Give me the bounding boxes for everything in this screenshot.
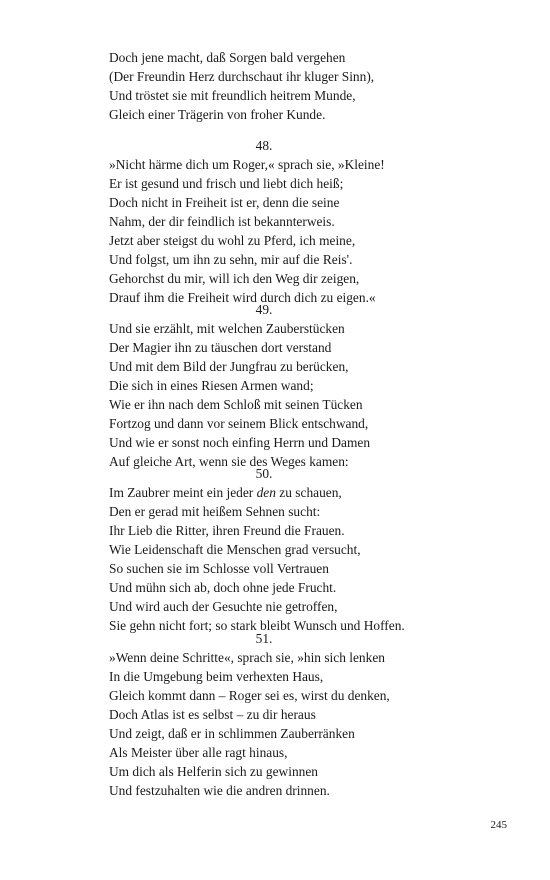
verse-line: (Der Freundin Herz durchschaut ihr kluger Sinn), [109, 69, 375, 84]
stanza-number: 48. [255, 138, 273, 153]
stanza-number: 51. [255, 631, 273, 646]
verse-line: Er ist gesund und frisch und liebt dich heiß; [109, 176, 344, 191]
verse-line: Doch nicht in Freiheit ist er, denn die seine [109, 195, 340, 210]
verse-line: Doch Atlas ist es selbst – zu dir heraus [109, 707, 316, 722]
stanza-51 [109, 629, 509, 800]
verse-line: Und sie erzählt, mit welchen Zauberstücken [109, 321, 345, 336]
verse-line: Gehorchst du mir, will ich den Weg dir zeigen, [109, 271, 360, 286]
verse-line: Drauf ihm die Freiheit wird durch dich zu eigen.« [109, 290, 376, 305]
verse-line: Und festzuhalten wie die andren drinnen. [109, 783, 330, 798]
stanza-49 [109, 300, 509, 471]
verse-line: Und tröstet sie mit freundlich heitrem Munde, [109, 88, 356, 103]
verse-line: So suchen sie im Schlosse voll Vertrauen [109, 561, 329, 576]
intro-verse-block [109, 48, 509, 124]
verse-line: Um dich als Helferin sich zu gewinnen [109, 764, 318, 779]
verse-line: Nahm, der dir feindlich ist bekannterweis. [109, 214, 335, 229]
verse-line: Wie Leidenschaft die Menschen grad versucht, [109, 542, 361, 557]
verse-line: Fortzog und dann vor seinem Blick entschwand, [109, 416, 369, 431]
verse-line: Ihr Lieb die Ritter, ihren Freund die Frauen. [109, 523, 345, 538]
verse-line-start: Im Zaubrer meint ein jeder [109, 485, 257, 500]
verse-line: Jetzt aber steigst du wohl zu Pferd, ich meine, [109, 233, 356, 248]
verse-line: Doch jene macht, daß Sorgen bald vergehen [109, 50, 346, 65]
verse-line: Und mit dem Bild der Jungfrau zu berücken, [109, 359, 349, 374]
verse-line: Und mühn sich ab, doch ohne jede Frucht. [109, 580, 337, 595]
verse-line: Der Magier ihn zu täuschen dort verstand [109, 340, 332, 355]
verse-line: Als Meister über alle ragt hinaus, [109, 745, 288, 760]
page-number: 245 [490, 819, 507, 831]
verse-line: Und wie er sonst noch einfing Herrn und Damen [109, 435, 371, 450]
verse-line: Auf gleiche Art, wenn sie des Weges kamen: [109, 454, 349, 469]
stanza-number: 50. [255, 466, 273, 481]
stanza-number: 49. [255, 302, 273, 317]
verse-line [109, 483, 509, 502]
verse-line: Gleich kommt dann – Roger sei es, wirst du denken, [109, 688, 390, 703]
verse-line: Den er gerad mit heißem Sehnen sucht: [109, 504, 321, 519]
stanza-50 [109, 464, 509, 635]
verse-line: In die Umgebung beim verhexten Haus, [109, 669, 324, 684]
verse-line: Und zeigt, daß er in schlimmen Zauberränken [109, 726, 355, 741]
verse-line: Und wird auch der Gesuchte nie getroffen, [109, 599, 338, 614]
verse-line: »Wenn deine Schritte«, sprach sie, »hin sich lenken [109, 650, 385, 665]
verse-line: Sie gehn nicht fort; so stark bleibt Wunsch und Hoffen. [109, 618, 405, 633]
verse-line: »Nicht härme dich um Roger,« sprach sie, »Kleine! [109, 157, 385, 172]
verse-line: Wie er ihn nach dem Schloß mit seinen Tücken [109, 397, 363, 412]
verse-line: Und folgst, um ihn zu sehn, mir auf die Reis'. [109, 252, 353, 267]
verse-line: Die sich in eines Riesen Armen wand; [109, 378, 314, 393]
stanza-48 [109, 136, 509, 307]
verse-line: Gleich einer Trägerin von froher Kunde. [109, 107, 326, 122]
emphasized-word: den [256, 485, 276, 500]
verse-line-end: zu schauen, [275, 485, 342, 500]
